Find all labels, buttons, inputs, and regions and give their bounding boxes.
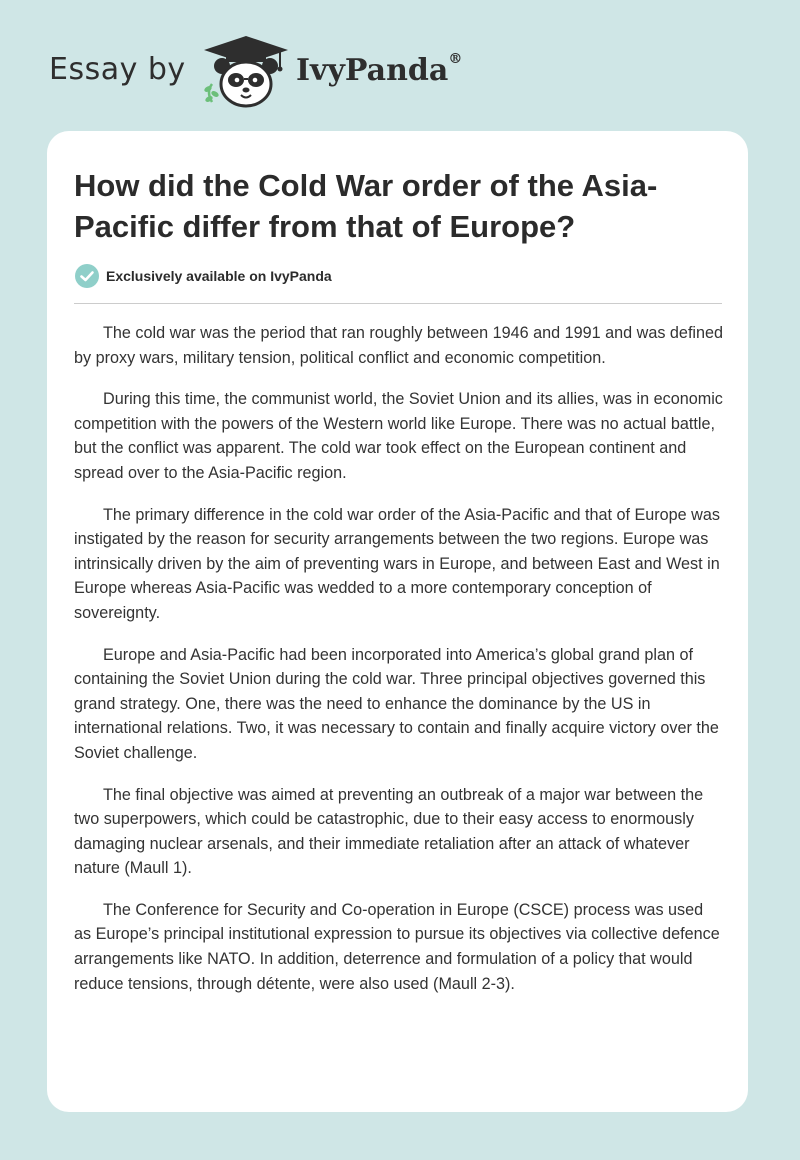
paragraph: The primary difference in the cold war order of the Asia-Pacific and that of Europe was instigated by the reason for security arrangements between the two regions. Europe was intrinsically driven by the aim of preventing wars in Europe, and between East and West in Europe whereas Asia-Pacific was wedded to a more contemporary conception of sovereignty.: [74, 505, 720, 622]
check-circle-icon: [74, 263, 100, 289]
paragraph: The cold war was the period that ran roughly between 1946 and 1991 and was defined by proxy wars, military tension, political conflict and economic competition.: [74, 324, 724, 367]
page-title: How did the Cold War order of the Asia-Pacific differ from that of Europe?: [74, 168, 658, 244]
brand-name[interactable]: [296, 53, 462, 88]
paragraph: The Conference for Security and Co-operation in Europe (CSCE) process was used as Europe’s principal institutional expression to pursue its objectives via collective defence arrangements like NATO. In addition, deterrence and formulation of a policy that would reduce tensions, through détente, were also used (Maull 2-3).: [74, 900, 720, 993]
essay-by-label: Essay by: [49, 52, 186, 87]
divider: [74, 303, 722, 304]
panda-logo-icon[interactable]: [200, 34, 292, 110]
registered-mark: ®: [448, 51, 463, 67]
brand-text: IvyPanda: [296, 53, 449, 88]
exclusive-badge: [74, 263, 332, 289]
paragraph: Europe and Asia-Pacific had been incorporated into America’s global grand plan of containing the Soviet Union during the cold war. Three principal objectives governed this grand strategy. One, there was the need to enhance the dominance by the US in international relations. Two, it was necessary to contain and finally acquire victory over the Soviet challenge.: [74, 645, 719, 762]
badge-label: Exclusively available on IvyPanda: [106, 268, 332, 284]
site-header: [0, 0, 800, 130]
paragraph: During this time, the communist world, the Soviet Union and its allies, was in economic competition with the powers of the Western world like Europe. There was no actual battle, but the conflict was apparent. The cold war took effect on the European continent and spread over to the Asia-Pacific region.: [74, 390, 723, 482]
paragraph: The final objective was aimed at preventing an outbreak of a major war between the two superpowers, which could be catastrophic, due to their easy access to enormously damaging nuclear arsenals, and their immediate retaliation after an attack of whatever nature (Maull 1).: [74, 785, 704, 878]
essay-card: [47, 131, 748, 1112]
essay-body: [74, 321, 724, 1013]
